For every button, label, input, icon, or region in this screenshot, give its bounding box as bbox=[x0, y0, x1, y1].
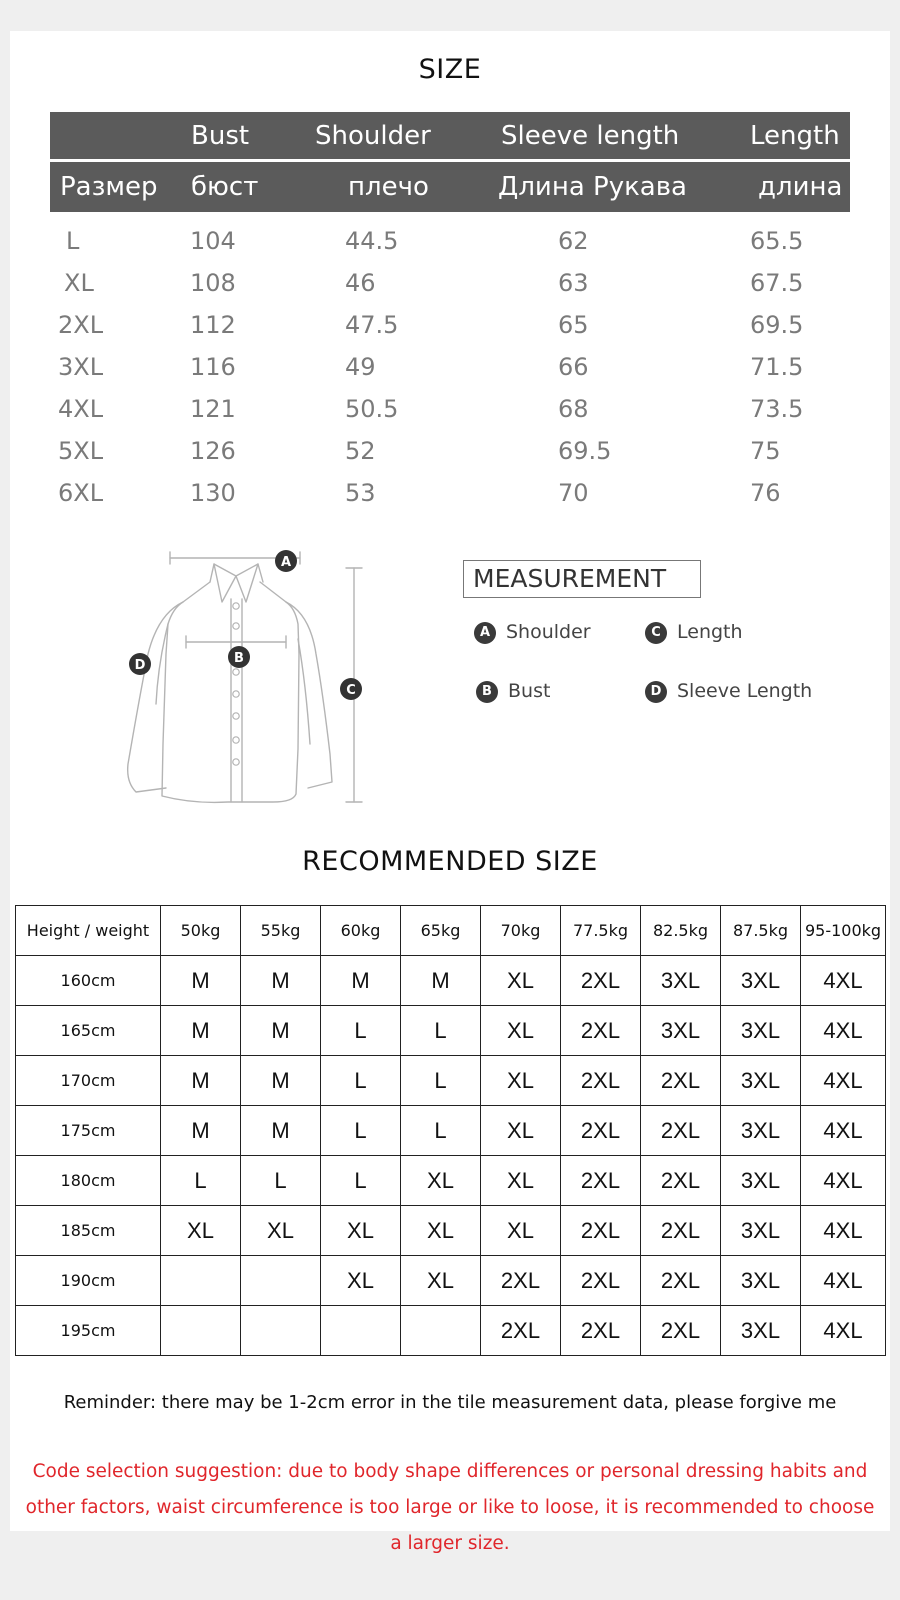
size-cell: 3XL bbox=[721, 1106, 801, 1156]
size-cell: 2XL bbox=[481, 1306, 561, 1356]
size-cell: L bbox=[321, 1006, 401, 1056]
size-value: 69.5 bbox=[558, 437, 612, 465]
size-cell: 2XL bbox=[561, 1306, 641, 1356]
height-cell: 185cm bbox=[16, 1206, 161, 1256]
size-label: 2XL bbox=[58, 311, 104, 339]
size-header-russian bbox=[50, 162, 850, 212]
size-cell: M bbox=[241, 1056, 321, 1106]
size-title: SIZE bbox=[418, 54, 482, 85]
size-cell: M bbox=[161, 1006, 241, 1056]
size-value: 65 bbox=[558, 311, 589, 339]
size-cell: M bbox=[241, 1006, 321, 1056]
header-sleeve-length: Sleeve length bbox=[501, 120, 680, 151]
size-value: 50.5 bbox=[345, 395, 399, 423]
legend-badge-d: D bbox=[645, 681, 667, 703]
size-cell: 2XL bbox=[481, 1256, 561, 1306]
legend-sleeve-length bbox=[645, 680, 812, 703]
size-label: 4XL bbox=[58, 395, 104, 423]
table-row bbox=[16, 1206, 886, 1256]
size-cell: 4XL bbox=[801, 1006, 886, 1056]
size-cell: XL bbox=[321, 1206, 401, 1256]
header-shoulder-ru: плечо bbox=[348, 172, 429, 202]
height-cell: 160cm bbox=[16, 956, 161, 1006]
table-row bbox=[16, 1256, 886, 1306]
size-cell: 3XL bbox=[641, 1006, 721, 1056]
size-cell: XL bbox=[481, 1206, 561, 1256]
size-value: 44.5 bbox=[345, 227, 399, 255]
size-value: 126 bbox=[190, 437, 236, 465]
size-row bbox=[0, 479, 900, 519]
svg-text:C: C bbox=[346, 683, 356, 698]
size-cell: L bbox=[161, 1156, 241, 1206]
size-label: 5XL bbox=[58, 437, 104, 465]
size-cell: 2XL bbox=[641, 1106, 721, 1156]
size-cell: 2XL bbox=[561, 1156, 641, 1206]
size-cell: 3XL bbox=[721, 1256, 801, 1306]
size-cell: M bbox=[241, 956, 321, 1006]
marker-a bbox=[275, 550, 297, 572]
legend-badge-c: C bbox=[645, 622, 667, 644]
measurement-title: MEASUREMENT bbox=[463, 560, 701, 598]
recommended-title: RECOMMENDED SIZE bbox=[302, 846, 598, 877]
height-cell: 165cm bbox=[16, 1006, 161, 1056]
size-cell: XL bbox=[401, 1256, 481, 1306]
header-weight: 65kg bbox=[401, 906, 481, 956]
table-row bbox=[16, 1106, 886, 1156]
size-cell: 3XL bbox=[641, 956, 721, 1006]
size-value: 62 bbox=[558, 227, 589, 255]
header-weight: 60kg bbox=[321, 906, 401, 956]
size-cell: L bbox=[321, 1106, 401, 1156]
size-cell: XL bbox=[401, 1156, 481, 1206]
size-cell: 3XL bbox=[721, 1156, 801, 1206]
size-value: 49 bbox=[345, 353, 376, 381]
size-cell: 3XL bbox=[721, 1006, 801, 1056]
size-value: 63 bbox=[558, 269, 589, 297]
size-label: L bbox=[66, 227, 80, 255]
legend-label: Shoulder bbox=[506, 621, 591, 643]
size-cell: 2XL bbox=[641, 1056, 721, 1106]
size-value: 52 bbox=[345, 437, 376, 465]
recommended-header-row bbox=[16, 906, 886, 956]
size-cell: XL bbox=[481, 1056, 561, 1106]
size-cell: 2XL bbox=[561, 956, 641, 1006]
size-row bbox=[0, 353, 900, 393]
header-weight: 55kg bbox=[241, 906, 321, 956]
size-value: 46 bbox=[345, 269, 376, 297]
legend-shoulder bbox=[474, 621, 591, 644]
size-value: 71.5 bbox=[750, 353, 804, 381]
header-length-ru: длина bbox=[758, 172, 843, 202]
svg-text:A: A bbox=[280, 555, 292, 570]
size-value: 75 bbox=[750, 437, 781, 465]
size-value: 130 bbox=[190, 479, 236, 507]
header-bust: Bust bbox=[191, 120, 250, 151]
legend-label: Length bbox=[677, 621, 743, 643]
size-cell: 2XL bbox=[561, 1106, 641, 1156]
size-row bbox=[0, 437, 900, 477]
legend-label: Bust bbox=[508, 680, 551, 702]
size-cell: 2XL bbox=[641, 1156, 721, 1206]
size-cell bbox=[401, 1306, 481, 1356]
size-row bbox=[0, 395, 900, 435]
size-value: 70 bbox=[558, 479, 589, 507]
legend-label: Sleeve Length bbox=[677, 680, 813, 702]
height-cell: 190cm bbox=[16, 1256, 161, 1306]
size-cell: M bbox=[401, 956, 481, 1006]
size-label: 3XL bbox=[58, 353, 104, 381]
marker-b bbox=[228, 646, 250, 668]
size-value: 108 bbox=[190, 269, 236, 297]
height-cell: 170cm bbox=[16, 1056, 161, 1106]
size-cell: 3XL bbox=[721, 1206, 801, 1256]
legend-badge-a: A bbox=[474, 622, 496, 644]
size-value: 47.5 bbox=[345, 311, 399, 339]
size-cell bbox=[241, 1256, 321, 1306]
table-row bbox=[16, 956, 886, 1006]
size-cell: M bbox=[161, 1056, 241, 1106]
header-weight: 70kg bbox=[481, 906, 561, 956]
size-cell: L bbox=[401, 1106, 481, 1156]
size-row bbox=[0, 311, 900, 351]
size-cell: M bbox=[161, 956, 241, 1006]
size-value: 116 bbox=[190, 353, 236, 381]
size-cell: 4XL bbox=[801, 1306, 886, 1356]
header-bust-ru: бюст bbox=[191, 172, 259, 202]
size-cell: L bbox=[241, 1156, 321, 1206]
height-cell: 175cm bbox=[16, 1106, 161, 1156]
table-row bbox=[16, 1056, 886, 1106]
size-label: XL bbox=[64, 269, 94, 297]
size-cell: XL bbox=[321, 1256, 401, 1306]
size-cell: L bbox=[321, 1156, 401, 1206]
size-cell: 2XL bbox=[561, 1206, 641, 1256]
header-shoulder: Shoulder bbox=[315, 120, 431, 151]
shirt-diagram bbox=[118, 544, 378, 814]
marker-c bbox=[340, 678, 362, 700]
size-cell: 2XL bbox=[641, 1256, 721, 1306]
size-cell: 4XL bbox=[801, 1106, 886, 1156]
header-weight: 77.5kg bbox=[561, 906, 641, 956]
size-cell: 4XL bbox=[801, 1156, 886, 1206]
svg-text:B: B bbox=[234, 651, 244, 666]
size-cell: 4XL bbox=[801, 956, 886, 1006]
size-cell: 3XL bbox=[721, 1056, 801, 1106]
size-cell bbox=[161, 1256, 241, 1306]
size-cell: 2XL bbox=[561, 1056, 641, 1106]
size-value: 112 bbox=[190, 311, 236, 339]
header-weight: 50kg bbox=[161, 906, 241, 956]
size-cell bbox=[241, 1306, 321, 1356]
table-row bbox=[16, 1156, 886, 1206]
table-row bbox=[16, 1006, 886, 1056]
size-cell: XL bbox=[161, 1206, 241, 1256]
size-cell: 2XL bbox=[561, 1006, 641, 1056]
size-cell: XL bbox=[481, 1156, 561, 1206]
size-cell: 2XL bbox=[641, 1206, 721, 1256]
size-cell bbox=[321, 1306, 401, 1356]
size-cell: 4XL bbox=[801, 1256, 886, 1306]
header-height-weight: Height / weight bbox=[16, 906, 161, 956]
size-cell: 3XL bbox=[721, 956, 801, 1006]
size-value: 121 bbox=[190, 395, 236, 423]
size-header-english bbox=[50, 112, 850, 159]
size-value: 66 bbox=[558, 353, 589, 381]
size-cell: L bbox=[401, 1056, 481, 1106]
size-cell: M bbox=[321, 956, 401, 1006]
size-cell: M bbox=[241, 1106, 321, 1156]
height-cell: 180cm bbox=[16, 1156, 161, 1206]
header-sleeve-ru: Длина Рукава bbox=[498, 172, 687, 202]
size-cell: L bbox=[401, 1006, 481, 1056]
header-weight: 87.5kg bbox=[721, 906, 801, 956]
size-value: 53 bbox=[345, 479, 376, 507]
size-cell: XL bbox=[481, 956, 561, 1006]
size-cell: L bbox=[321, 1056, 401, 1106]
size-cell: 4XL bbox=[801, 1206, 886, 1256]
size-cell: XL bbox=[241, 1206, 321, 1256]
size-cell: 2XL bbox=[641, 1306, 721, 1356]
size-cell: XL bbox=[481, 1106, 561, 1156]
size-value: 104 bbox=[190, 227, 236, 255]
legend-length bbox=[645, 621, 743, 644]
size-value: 65.5 bbox=[750, 227, 804, 255]
size-cell: 3XL bbox=[721, 1306, 801, 1356]
recommended-size-table bbox=[15, 905, 886, 1356]
size-cell: 4XL bbox=[801, 1056, 886, 1106]
marker-d bbox=[129, 653, 151, 675]
table-row bbox=[16, 1306, 886, 1356]
legend-badge-b: B bbox=[476, 681, 498, 703]
size-value: 67.5 bbox=[750, 269, 804, 297]
size-cell: XL bbox=[481, 1006, 561, 1056]
size-value: 69.5 bbox=[750, 311, 804, 339]
header-weight: 95-100kg bbox=[801, 906, 886, 956]
header-weight: 82.5kg bbox=[641, 906, 721, 956]
header-length: Length bbox=[750, 120, 840, 151]
size-row bbox=[0, 269, 900, 309]
size-row bbox=[0, 227, 900, 267]
header-size-ru: Размер bbox=[60, 172, 158, 202]
height-cell: 195cm bbox=[16, 1306, 161, 1356]
size-value: 76 bbox=[750, 479, 781, 507]
size-cell: XL bbox=[401, 1206, 481, 1256]
legend-bust bbox=[476, 680, 550, 703]
reminder-text: Reminder: there may be 1-2cm error in the tile measurement data, please forgive me bbox=[63, 1392, 837, 1413]
size-value: 73.5 bbox=[750, 395, 804, 423]
size-cell bbox=[161, 1306, 241, 1356]
size-suggestion-text: Code selection suggestion: due to body shape differences or personal dressing habits and other factors, waist circumference is too large or like to loose, it is recommended to choose a larger size. bbox=[25, 1461, 875, 1554]
size-cell: 2XL bbox=[561, 1256, 641, 1306]
size-label: 6XL bbox=[58, 479, 104, 507]
size-cell: M bbox=[161, 1106, 241, 1156]
size-value: 68 bbox=[558, 395, 589, 423]
svg-text:D: D bbox=[134, 658, 146, 673]
